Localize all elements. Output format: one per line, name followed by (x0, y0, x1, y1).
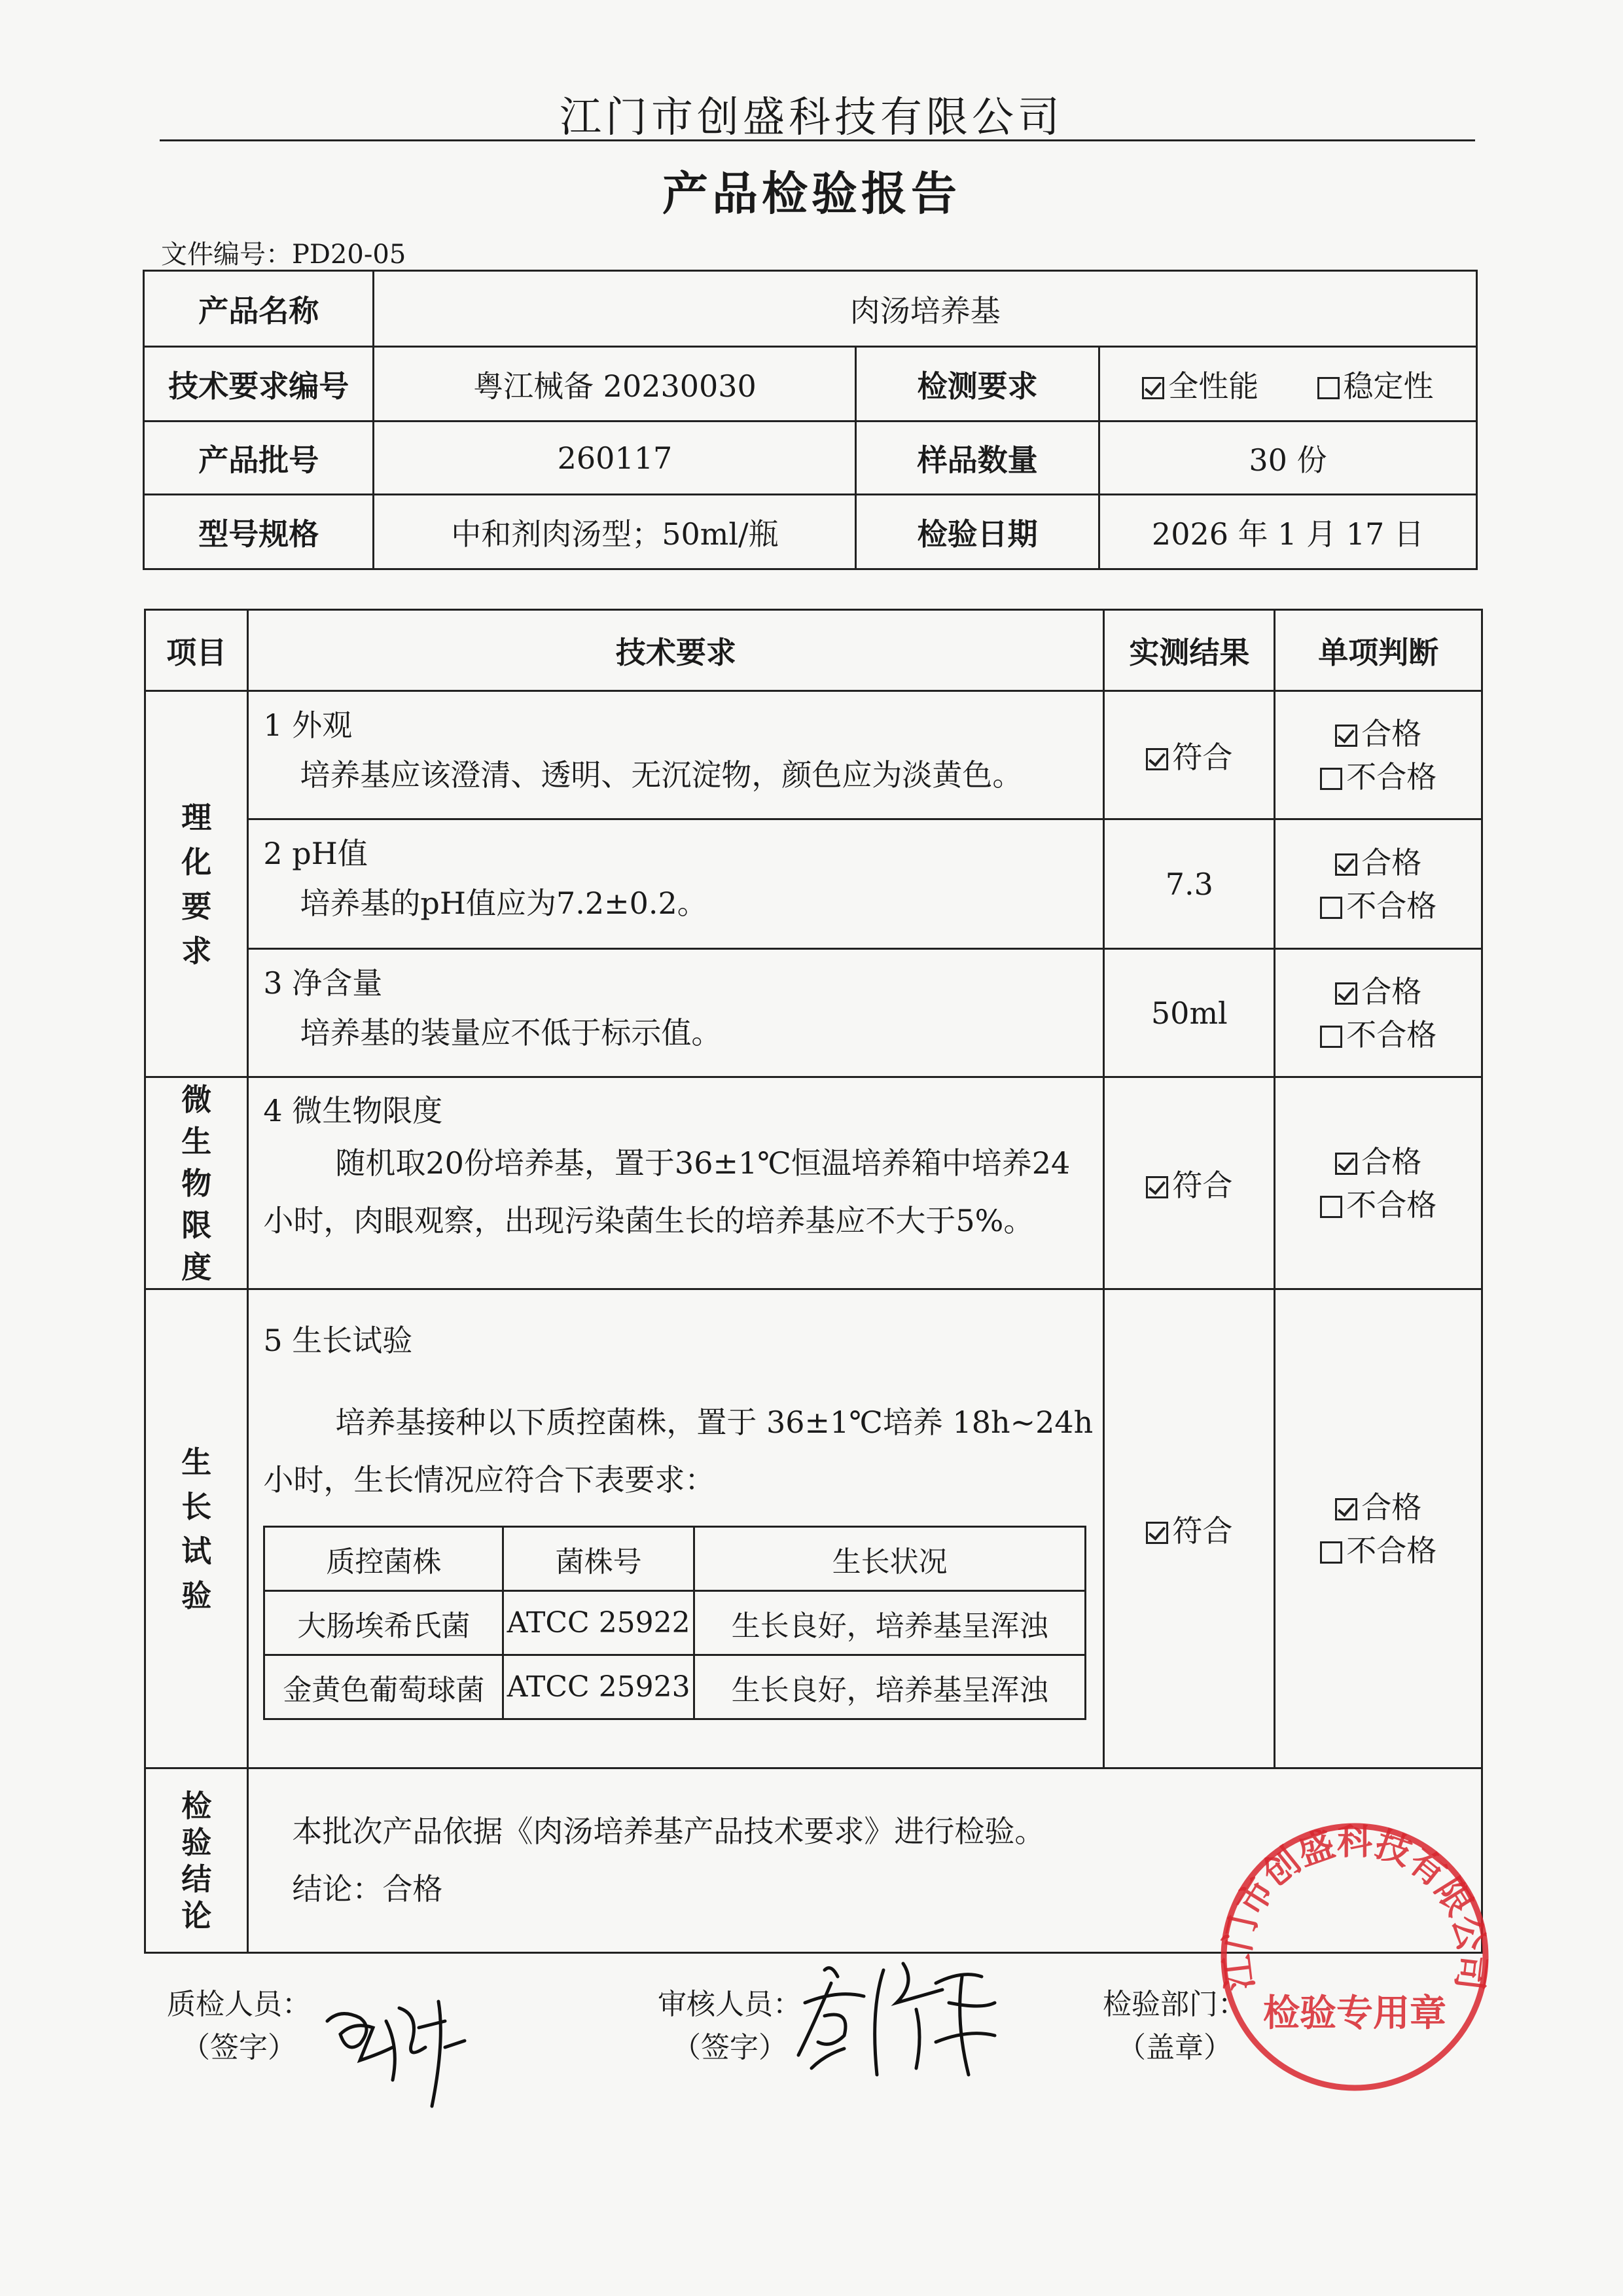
tech-req-no-label: 技术要求编号 (144, 347, 374, 422)
group-growth-text: 生 长 试 验 (181, 1444, 212, 1613)
pass-checkbox[interactable] (1335, 853, 1357, 876)
strain-header: 生长状况 (694, 1527, 1085, 1591)
strain-table (263, 1526, 1086, 1720)
req-title: 2 pH值 (263, 836, 368, 871)
batch-value: 260117 (374, 422, 856, 495)
pass-label: 合格 (1361, 715, 1422, 751)
reviewer-block (654, 1983, 805, 2070)
result-cell (1104, 691, 1275, 819)
req-text: 培养基的pH值应为7.2±0.2。 (300, 886, 707, 921)
result-value: 50ml (1104, 949, 1275, 1077)
model-label: 型号规格 (144, 495, 374, 569)
document-number: 文件编号：PD20-05 (161, 240, 406, 270)
header-tech-req: 技术要求 (248, 610, 1104, 691)
group-micro (145, 1077, 248, 1289)
svg-text:检验专用章: 检验专用章 (1263, 1992, 1446, 2035)
fail-checkbox[interactable] (1320, 897, 1342, 919)
reviewer-label: 审核人员： (658, 1988, 802, 2021)
fail-label: 不合格 (1346, 1016, 1437, 1052)
group-conclusion (145, 1768, 248, 1953)
header-result: 实测结果 (1104, 610, 1275, 691)
req-text: 培养基应该澄清、透明、无沉淀物，颜色应为淡黄色。 (300, 757, 1023, 793)
judgement-cell (1275, 819, 1482, 949)
conform-label: 符合 (1172, 1167, 1233, 1203)
full-performance-label: 全性能 (1168, 368, 1259, 404)
req-text: 随机取20份培养基，置于36±1℃恒温培养箱中培养24 (335, 1145, 1071, 1181)
pass-checkbox[interactable] (1335, 982, 1357, 1005)
reviewer-sub: （签字） (672, 2031, 787, 2064)
product-name-label: 产品名称 (144, 271, 374, 347)
req-cell (248, 819, 1104, 949)
report-title: 产品检验报告 (662, 166, 961, 221)
batch-label: 产品批号 (144, 422, 374, 495)
table-row (145, 1077, 1482, 1289)
fail-label: 不合格 (1346, 1187, 1437, 1223)
pass-label: 合格 (1361, 973, 1422, 1009)
judgement-cell (1275, 949, 1482, 1077)
pass-checkbox[interactable] (1335, 1153, 1357, 1175)
req-text-2: 小时，肉眼观察，出现污染菌生长的培养基应不大于5%。 (263, 1203, 1034, 1238)
header-rule (160, 139, 1475, 141)
inspector-sub: （签字） (181, 2031, 296, 2064)
conclusion-line-2: 结论：合格 (292, 1871, 443, 1907)
fail-checkbox[interactable] (1320, 1541, 1342, 1564)
req-text: 培养基的装量应不低于标示值。 (300, 1015, 722, 1050)
req-title: 4 微生物限度 (263, 1093, 443, 1128)
strain-name: 金黄色葡萄球菌 (264, 1655, 503, 1719)
judgement-cell (1275, 1077, 1482, 1289)
strain-name: 大肠埃希氏菌 (264, 1591, 503, 1655)
stamp-icon (1211, 1813, 1499, 2101)
test-req-options (1099, 347, 1476, 422)
stability-label: 稳定性 (1343, 368, 1434, 404)
full-performance-checkbox[interactable] (1142, 377, 1164, 399)
conclusion-line-1: 本批次产品依据《肉汤培养基产品技术要求》进行检验。 (292, 1814, 1045, 1849)
strain-header: 质控菌株 (264, 1527, 503, 1591)
table-row (264, 1591, 1086, 1655)
company-name: 江门市创盛科技有限公司 (560, 94, 1063, 142)
fail-checkbox[interactable] (1320, 1196, 1342, 1218)
results-table (144, 609, 1483, 1954)
table-row (264, 1655, 1086, 1719)
conform-label: 符合 (1172, 1513, 1233, 1549)
stability-checkbox[interactable] (1317, 377, 1340, 399)
group-physchem-text: 理 化 要 求 (181, 799, 212, 969)
strain-id: ATCC 25922 (503, 1591, 694, 1655)
req-title: 5 生长试验 (263, 1323, 413, 1358)
tech-req-no-value: 粤江械备 20230030 (374, 347, 856, 422)
sample-qty-label: 样品数量 (856, 422, 1099, 495)
strain-growth: 生长良好，培养基呈浑浊 (694, 1591, 1085, 1655)
req-text-2: 小时，生长情况应符合下表要求： (263, 1462, 715, 1498)
req-cell (248, 1077, 1104, 1289)
fail-checkbox[interactable] (1320, 1026, 1342, 1048)
table-row (145, 691, 1482, 819)
req-cell (248, 949, 1104, 1077)
fail-label: 不合格 (1346, 1532, 1437, 1568)
model-value: 中和剂肉汤型；50ml/瓶 (374, 495, 856, 569)
req-title: 1 外观 (263, 708, 353, 743)
conform-checkbox[interactable] (1146, 1176, 1168, 1198)
test-req-label: 检测要求 (856, 347, 1099, 422)
dept-label: 检验部门： (1103, 1988, 1247, 2021)
fail-label: 不合格 (1346, 759, 1437, 795)
header-item: 项目 (145, 610, 248, 691)
conform-label: 符合 (1172, 739, 1233, 775)
req-cell (248, 1289, 1104, 1768)
pass-checkbox[interactable] (1335, 1498, 1357, 1520)
pass-checkbox[interactable] (1335, 725, 1357, 747)
product-name-value: 肉汤培养基 (374, 271, 1477, 347)
svg-text:江门市创盛科技有限公司: 江门市创盛科技有限公司 (1216, 1821, 1493, 1993)
req-text: 培养基接种以下质控菌株，置于 36±1℃培养 18h~24h (335, 1405, 1094, 1440)
strain-id: ATCC 25923 (503, 1655, 694, 1719)
fail-label: 不合格 (1346, 888, 1437, 924)
dept-sub: （盖章） (1117, 2031, 1232, 2064)
inspector-signature (314, 1982, 484, 2113)
req-cell (248, 691, 1104, 819)
inspection-stamp (1211, 1813, 1499, 2104)
fail-checkbox[interactable] (1320, 768, 1342, 790)
group-growth (145, 1289, 248, 1768)
inspector-label: 质检人员： (167, 1988, 311, 2021)
group-physchem (145, 691, 248, 1077)
judgement-cell (1275, 1289, 1482, 1768)
table-row (145, 819, 1482, 949)
strain-header: 菌株号 (503, 1527, 694, 1591)
pass-label: 合格 (1361, 1489, 1422, 1525)
product-info-table (143, 270, 1478, 570)
group-conclusion-text: 检 验 结 论 (181, 1787, 212, 1933)
strain-growth: 生长良好，培养基呈浑浊 (694, 1655, 1085, 1719)
result-value: 7.3 (1104, 819, 1275, 949)
result-cell (1104, 1077, 1275, 1289)
conform-checkbox[interactable] (1146, 1522, 1168, 1544)
header-judgement: 单项判断 (1275, 610, 1482, 691)
judgement-cell (1275, 691, 1482, 819)
pass-label: 合格 (1361, 844, 1422, 880)
test-date-label: 检验日期 (856, 495, 1099, 569)
reviewer-signature (785, 1944, 1021, 2094)
test-date-value: 2026 年 1 月 17 日 (1099, 495, 1476, 569)
inspector-block (164, 1983, 314, 2070)
table-row (145, 949, 1482, 1077)
result-cell (1104, 1289, 1275, 1768)
pass-label: 合格 (1361, 1143, 1422, 1179)
table-row (145, 1289, 1482, 1768)
conform-checkbox[interactable] (1146, 748, 1168, 770)
group-micro-text: 微 生 物 限 度 (181, 1081, 212, 1285)
sample-qty-value: 30 份 (1099, 422, 1476, 495)
req-title: 3 净含量 (263, 965, 383, 1001)
